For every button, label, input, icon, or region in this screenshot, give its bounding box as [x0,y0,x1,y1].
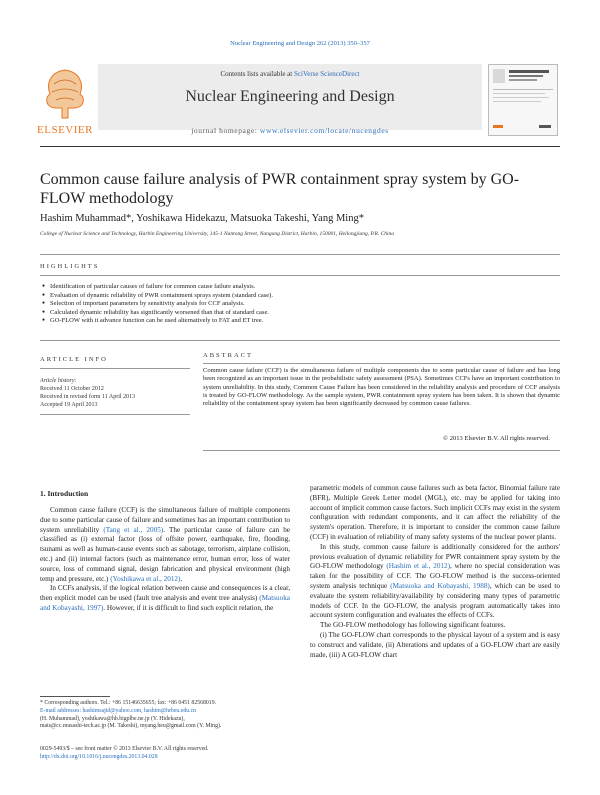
journal-name: Nuclear Engineering and Design [185,88,395,105]
paragraph: (i) The GO-FLOW chart corresponds to the physical layout of a system and is easy to construct and validate, (ii) Alterations and updates of a GO-FLOW chart are easily made, (iii) A GO-FLOW chart [310,630,560,659]
left-column [40,506,290,614]
email-addresses[interactable]: E-mail addresses: hashimsajid@yahoo.com, hashim@hrbeu.edu.cn [40,707,197,714]
article-history [40,377,190,409]
highlight-item: ● Identification of particular causes of failure for common cause failure analysis. [42,283,542,292]
front-matter [40,746,290,762]
received-date: Received 11 October 2012 [40,386,104,392]
affiliation: College of Nuclear Science and Technology, Harbin Engineering University, 145-1 Nantong Street, Nangang District, Harbin, 150001, Heilongjiang, P.R. China [40,231,395,237]
abstract-copyright: © 2013 Elsevier B.V. All rights reserved. [443,435,550,442]
paragraph: Common cause failure (CCF) is the simultaneous failure of multiple components due to some particular cause of failure and sometimes has an important contribution to system unreliability (Tang et al., 2005). The particular cause of failure can be classified as (i) external factor (loss of offsite power, earthquake, fire, flooding, tsunami as well as human-cause events such as sabotage, terrorism, airplane collision, etc.) and (ii) internal factors (such as maintenance error, human error, loss of water source, loss of command signal, design fabrication and physical environment (high temp and pressure, etc.) (Yoshikawa et al., 2012). [40,506,290,583]
contents-line [98,70,482,78]
footnote-rule [40,696,110,697]
highlights-list [42,283,542,326]
footnote-line: * Corresponding authors. Tel.: +86 15146635655; fax: +86 0451 82568019. [40,700,217,706]
paragraph: In this study, common cause failure is additionally considered for the authors' previous evaluation of dynamic reliability for PWR containment spray system by the GO-FLOW methodology (Hashim et al., 2012), where no special consideration was taken for the possibility of CCF. The GO-FLOW method is the success-oriented system analysis technique (Matsuoka and Kobayashi, 1988), which can be used to evaluate the system reliability/availability by considering many types of parametric models of CCF. In the GO-FLOW, the analysis program automatically takes into account system configuration and evaluates the effects of CCFs. [310,542,560,620]
history-label: Article history: [40,378,77,384]
homepage-prefix: journal homepage: [191,126,260,135]
highlights-label: HIGHLIGHTS [40,263,100,270]
highlight-item: ● Calculated dynamic reliability has significantly worsened than that of standard case. [42,309,542,318]
article-title: Common cause failure analysis of PWR containment spray system by GO-FLOW methodology [40,171,520,207]
contents-prefix: Contents lists available at [220,70,294,78]
article-info-label: ARTICLE INFO [40,356,108,363]
journal-homepage [98,126,482,135]
accepted-date: Accepted 19 April 2013 [40,402,98,408]
citation-link[interactable]: (Hashim et al., 2012) [386,562,451,571]
journal-reference[interactable]: Nuclear Engineering and Design 262 (2013) 350–357 [230,40,370,47]
paragraph: In CCFs analysis, if the logical relation between cause and consequences is a clear, then explicit model can be used (fault tree analysis and event tree analysis) (Matsuoka and Kobayashi, 1997). However, if it is difficult to find such explicit relation, the [40,584,290,612]
divider [40,340,560,341]
footnote-line: (H. Muhammad), yoshikawa@hb.bigplbe.ne.jp (Y. Hidekazu), [40,715,185,722]
divider [40,254,560,255]
corresponding-author-footnote [40,700,290,731]
header-rule [40,146,560,147]
citation-link[interactable]: (Tang et al., 2005) [103,525,164,534]
footnote-line: mats@cc.musashi-tech.ac.jp (M. Takeshi), myang.heu@gmail.com (Y. Ming). [40,723,222,730]
citation-link[interactable]: (Matsuoka and Kobayashi, 1988) [390,581,490,590]
divider [40,414,190,415]
homepage-link[interactable]: www.elsevier.com/locate/nucengdes [259,126,389,135]
paragraph: The GO-FLOW methodology has following significant features. [320,621,506,630]
divider [203,450,560,451]
abstract-text: Common cause failure (CCF) is the simultaneous failure of multiple components due to some particular cause of failure and has long been recognized as an important issue in the probabilistic safety assessment (PSA). Sometimes CCFs have an important contribution to system unreliability. In this study, Common Cause Failure has been considered in the reliability analysis and procedure of CCF analysis is treated by GO-FLOW methodology. As the sample system, PWR containment spray system has been taken. It is shown that dynamic reliability of the containment spray system has been significantly decreased by common cause failures. [203,367,560,408]
doi-link[interactable]: http://dx.doi.org/10.1016/j.nucengdes.2013.04.028 [40,753,158,760]
citation-link[interactable]: (Matsuoka and Kobayashi, 1997) [40,594,290,612]
author-list: Hashim Muhammad*, Yoshikawa Hidekazu, Matsuoka Takeshi, Yang Ming* [40,213,364,224]
divider [40,275,560,276]
right-column [310,484,560,660]
divider [203,363,560,364]
journal-cover-thumbnail [488,64,558,136]
section-heading: 1. Introduction [40,489,89,498]
citation-link[interactable]: (Yoshikawa et al., 2012) [110,574,181,583]
sciencedirect-link[interactable]: SciVerse ScienceDirect [294,70,360,78]
highlight-item: ● Selection of important parameters by sensitivity analysis for CCF analysis. [42,300,542,309]
publisher-name: ELSEVIER [37,124,93,136]
revised-date: Received in revised form 11 April 2013 [40,394,136,400]
abstract-label: ABSTRACT [203,352,253,359]
paragraph: parametric models of common cause failures such as beta factor, Binomial failure rate (BFR), Multiple Greek Letter model (MGL), etc. may be applied for taking into account of implicit common cause factors. Such implicit CCFs may exist in the system configuration with redundant components, and it can affect the reliability of the system's operation. Therefore, it is important to consider the common cause failure (CCF) in evaluation of reliability of many safety systems of the nuclear power plants. [310,484,560,541]
highlight-item: ● GO-FLOW with it advance function can be used alternatively to FAT and ET tree. [42,317,542,326]
divider [40,368,190,369]
highlight-item: ● Evaluation of dynamic reliability of PWR containment sprays system (standard case). [42,292,542,301]
issn-line: 0029-5493/$ – see front matter © 2013 Elsevier B.V. All rights reserved. [40,746,209,752]
